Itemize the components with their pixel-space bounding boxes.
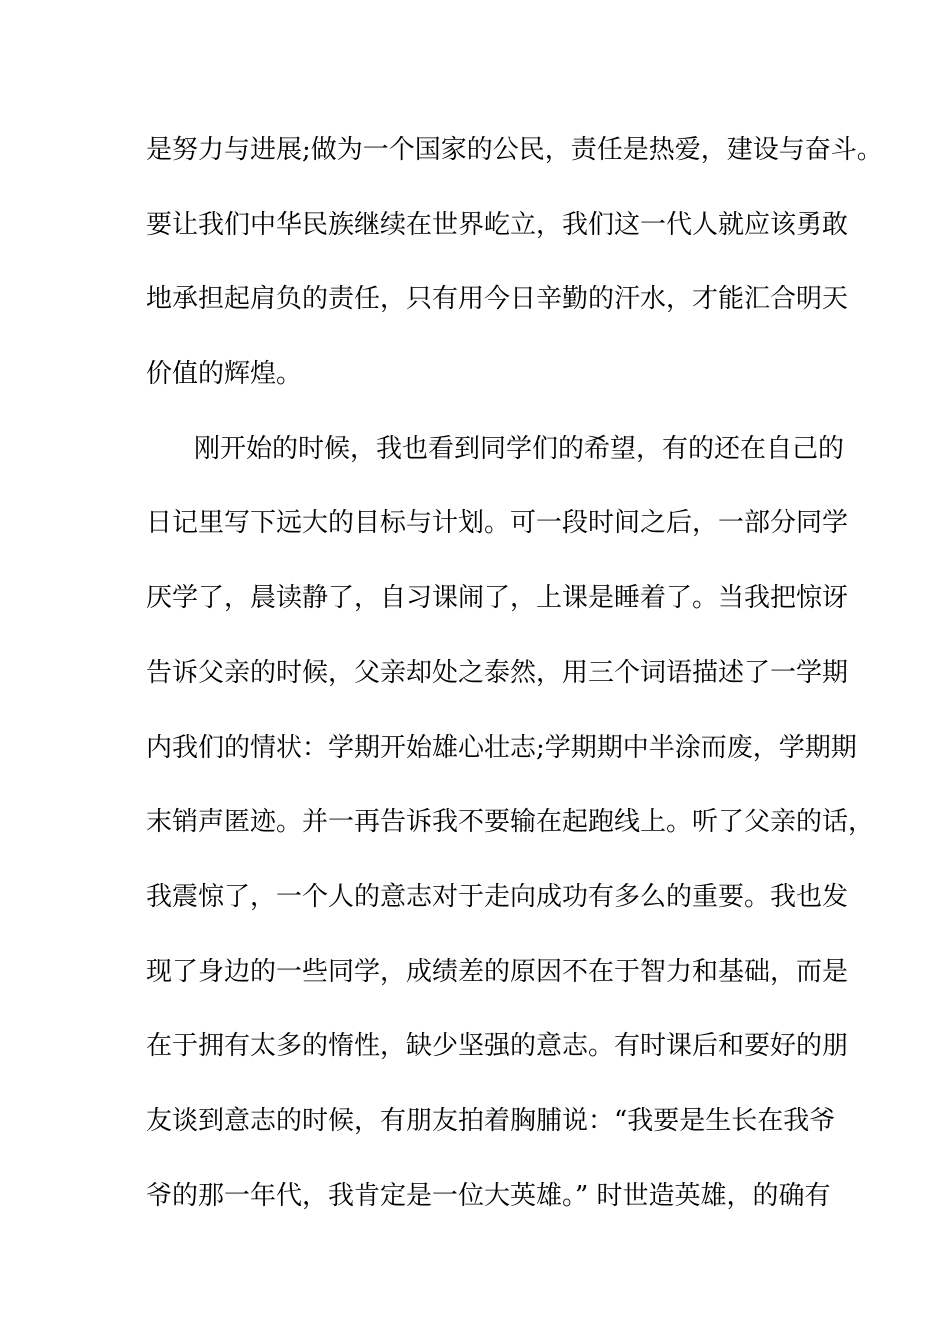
text-line: 末销声匿迹。并一再告诉我不要输在起跑线上。听了父亲的话， <box>146 807 875 838</box>
text-line: 日记里写下远大的目标与计划。可一段时间之后，一部分同学 <box>146 508 849 539</box>
text-line: 内我们的情状：学期开始雄心壮志;学期期中半涂而废，学期期 <box>146 732 857 763</box>
text-line: 厌学了，晨读静了，自习课闹了，上课是睡着了。当我把惊讶 <box>146 583 849 614</box>
text-line: 价值的辉煌。 <box>146 359 303 390</box>
body-text <box>146 128 883 1248</box>
text-line: 地承担起肩负的责任，只有用今日辛勤的汗水，才能汇合明天 <box>146 284 849 315</box>
text-line: 告诉父亲的时候，父亲却处之泰然，用三个词语描述了一学期 <box>146 657 849 688</box>
text-line: 是努力与进展;做为一个国家的公民，责任是热爱，建设与奋斗。 <box>146 135 883 165</box>
text-line: 要让我们中华民族继续在世界屹立，我们这一代人就应该勇敢 <box>146 209 849 240</box>
text-line: 我震惊了，一个人的意志对于走向成功有多么的重要。我也发 <box>146 881 849 912</box>
text-line: 现了身边的一些同学，成绩差的原因不在于智力和基础，而是 <box>146 956 849 987</box>
text-line: 在于拥有太多的惰性，缺少坚强的意志。有时课后和要好的朋 <box>146 1031 849 1062</box>
text-line: 爷的那一年代，我肯定是一位大英雄。” 时世造英雄，的确有 <box>146 1180 831 1211</box>
text-line: 友谈到意志的时候，有朋友拍着胸脯说：“我要是生长在我爷 <box>146 1105 836 1136</box>
paragraph-start-line: 刚开始的时候，我也看到同学们的希望，有的还在自己的 <box>194 433 845 464</box>
